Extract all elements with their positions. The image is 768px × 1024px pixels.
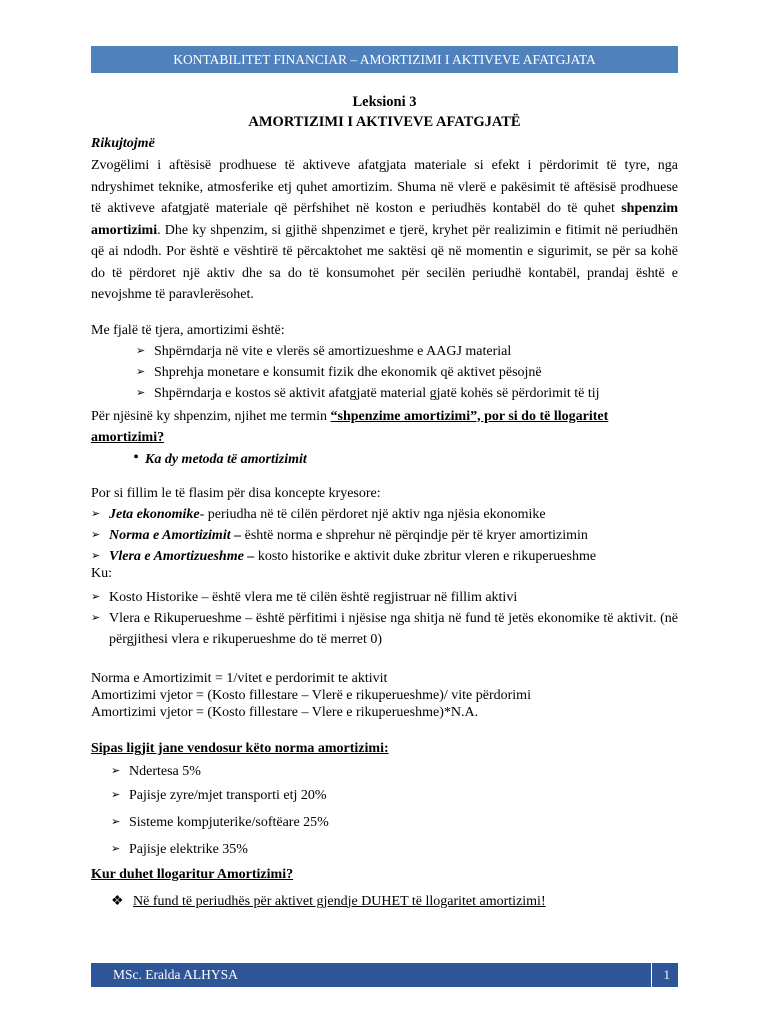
definition-text: Shpërndarja në vite e vlerës së amortizueshme e AAGJ material: [154, 343, 512, 359]
concept-desc: - periudha në të cilën përdoret një aktiv nga njësia ekonomike: [199, 506, 546, 522]
arrow-bullet-icon: ➢: [91, 549, 101, 562]
two-methods-item: [127, 449, 678, 470]
list-item: [111, 783, 678, 808]
law-heading: Sipas ligjit jane vendosur këto norma amortizimi:: [91, 740, 389, 756]
unit-sentence-plain: Për njësinë ky shpenzim, njihet me termin: [91, 408, 331, 424]
arrow-bullet-icon: ➢: [91, 590, 101, 603]
list-item: [91, 546, 678, 567]
other-words-line: Me fjalë të tjera, amortizimi është:: [91, 322, 285, 338]
formula-line: Amortizimi vjetor = (Kosto fillestare – Vlerë e rikuperueshme)/ vite përdorimi: [91, 687, 531, 703]
when-heading: Kur duhet llogaritur Amortizimi?: [91, 866, 294, 882]
list-item: [136, 383, 678, 404]
arrow-bullet-icon: ➢: [91, 528, 101, 541]
arrow-bullet-icon: ➢: [136, 365, 146, 378]
unit-sentence-underlined: “shpenzime amortizimi”, por si do të llogaritet amortizimi?: [91, 408, 609, 445]
arrow-bullet-icon: ➢: [111, 842, 121, 855]
list-item: [91, 525, 678, 546]
intro-bold-term: shpenzim amortizimi: [91, 201, 678, 238]
footer-divider: [651, 963, 652, 987]
concept-desc: kosto historike e aktivit duke zbritur vleren e rikuperueshme: [254, 548, 597, 564]
list-item: [111, 760, 678, 783]
arrow-bullet-icon: ➢: [91, 507, 101, 520]
intro-part1: Zvogëlimi i aftësisë prodhuese të aktiveve afatgjata materiale si efekt i përdorimit të tyre, nga ndryshimet teknike, atmosferike etj quhet amortizim. Shuma në vlerë e pakësimit të aftësisë prodhuese të aktiveve afatgjatë materiale që përfshihet në koston e periudhës kontabël do të quhet: [91, 158, 678, 216]
rates-list: [111, 760, 678, 862]
lesson-number: Leksioni 3: [352, 94, 417, 110]
ku-list: [91, 587, 678, 650]
concept-term: Norma e Amortizimit –: [109, 527, 242, 543]
two-methods-text: Ka dy metoda të amortizimit: [145, 451, 307, 467]
page-title: AMORTIZIMI I AKTIVEVE AFATGJATË: [248, 114, 521, 130]
concepts-list: [91, 504, 678, 567]
document-body: [91, 92, 678, 912]
rate-text: Pajisje zyre/mjet transporti etj 20%: [129, 787, 327, 803]
list-item: [91, 587, 678, 608]
arrow-bullet-icon: ➢: [136, 386, 146, 399]
arrow-bullet-icon: ➢: [111, 788, 121, 801]
arrow-bullet-icon: ➢: [136, 344, 146, 357]
when-item: [111, 892, 678, 912]
definition-text: Shpërndarja e kostos së aktivit afatgjatë material gjatë kohës së përdorimit të tij: [154, 385, 600, 401]
intro-part2: . Dhe ky shpenzim, si gjithë shpenzimet e tjerë, kryhet për realizimin e fitimit në periudhën që ai ndodh. Por është e vështirë të përcaktohet me saktësi që në momentin e sigurimit, se për sa kohë do të përdoret një aktiv dhe sa do të konsumohet për secilën periudhë kontabël, prandaj është e nevojshme të paravlerësohet.: [91, 222, 678, 302]
definition-text: Shprehja monetare e konsumit fizik dhe ekonomik që aktivet pësojnë: [154, 364, 542, 380]
page-number: 1: [663, 967, 670, 982]
list-item: [111, 808, 678, 837]
arrow-bullet-icon: ➢: [91, 611, 101, 624]
formula-line: Amortizimi vjetor = (Kosto fillestare – Vlere e rikuperueshme)*N.A.: [91, 704, 479, 720]
ku-label: Ku:: [91, 565, 112, 581]
footer-bar: [91, 963, 678, 987]
when-text: Në fund të periudhës për aktivet gjendje DUHET të llogaritet amortizimi!: [133, 893, 546, 909]
concept-term: Jeta ekonomike: [109, 506, 200, 522]
formula-line: Norma e Amortizimit = 1/vitet e perdorimit te aktivit: [91, 670, 388, 686]
concepts-intro: Por si fillim le të flasim për disa koncepte kryesore:: [91, 485, 381, 501]
definitions-list: [136, 341, 678, 404]
concept-desc: është norma e shprehur në përqindje për të kryer amortizimin: [241, 527, 588, 543]
concept-term: Vlera e Amortizueshme –: [109, 548, 255, 564]
formulas-block: [91, 670, 678, 721]
ku-item-text: Kosto Historike – është vlera me të cilën është regjistruar në fillim aktivi: [109, 589, 518, 605]
ku-item-text: Vlera e Rikuperueshme – është përfitimi i njësise nga shitja në fund të jetës ekonomike të aktivit. (në përgjithesi vlera e rikuperueshme do të merret 0): [109, 610, 678, 647]
footer-author: MSc. Eralda ALHYSA: [113, 967, 238, 982]
list-item: [91, 608, 678, 650]
intro-paragraph: [91, 155, 678, 306]
arrow-bullet-icon: ➢: [111, 764, 121, 777]
recall-subheading: Rikujtojmë: [91, 136, 155, 151]
list-item: [136, 362, 678, 383]
diamond-bullet-icon: ❖: [111, 893, 124, 909]
rate-text: Sisteme kompjuterike/softëare 25%: [129, 814, 329, 830]
unit-sentence: [91, 406, 678, 448]
list-item: [111, 837, 678, 862]
rate-text: Pajisje elektrike 35%: [129, 841, 248, 857]
round-bullet-icon: •: [133, 448, 139, 466]
rate-text: Ndertesa 5%: [129, 763, 201, 779]
running-header: KONTABILITET FINANCIAR – AMORTIZIMI I AKTIVEVE AFATGJATA: [91, 46, 678, 73]
arrow-bullet-icon: ➢: [111, 815, 121, 828]
list-item: [136, 341, 678, 362]
list-item: [91, 504, 678, 525]
